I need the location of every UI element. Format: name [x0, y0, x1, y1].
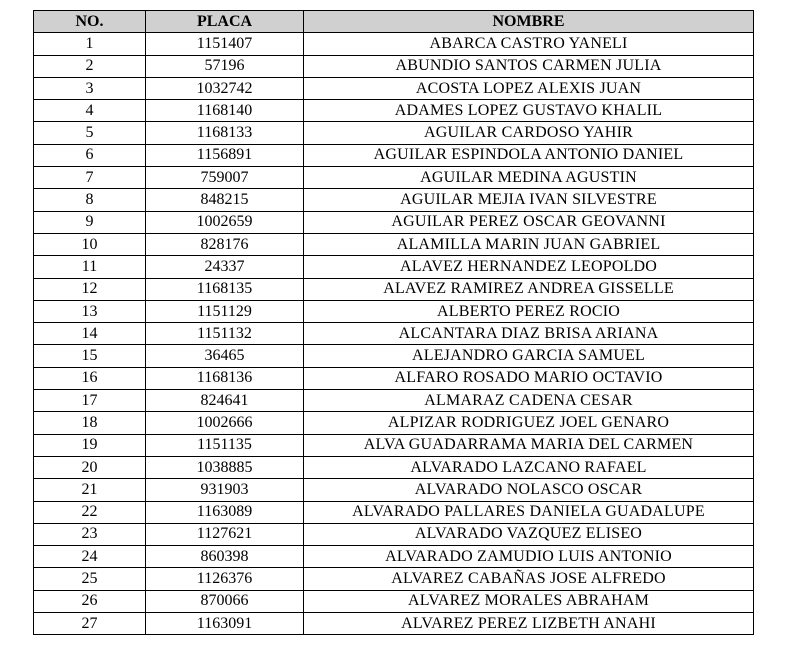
cell-no: 22 [34, 501, 146, 523]
table-row [34, 367, 754, 389]
cell-nombre: ALBERTO PEREZ ROCIO [304, 300, 754, 322]
cell-placa: 1151135 [146, 434, 304, 456]
cell-placa: 1168136 [146, 367, 304, 389]
table-row [34, 546, 754, 568]
cell-placa: 57196 [146, 55, 304, 77]
cell-nombre: AGUILAR ESPINDOLA ANTONIO DANIEL [304, 144, 754, 166]
cell-nombre: ALAVEZ RAMIREZ ANDREA GISSELLE [304, 278, 754, 300]
cell-nombre: ALFARO ROSADO MARIO OCTAVIO [304, 367, 754, 389]
cell-nombre: ALMARAZ CADENA CESAR [304, 390, 754, 412]
table-row [34, 568, 754, 590]
cell-no: 19 [34, 434, 146, 456]
cell-placa: 1126376 [146, 568, 304, 590]
table-row [34, 613, 754, 635]
table-row [34, 189, 754, 211]
cell-placa: 1151132 [146, 323, 304, 345]
cell-placa: 860398 [146, 546, 304, 568]
cell-nombre: ALVARADO LAZCANO RAFAEL [304, 456, 754, 478]
cell-nombre: ALVAREZ MORALES ABRAHAM [304, 590, 754, 612]
cell-placa: 1151407 [146, 33, 304, 55]
table-row [34, 523, 754, 545]
table-row [34, 122, 754, 144]
cell-placa: 24337 [146, 256, 304, 278]
cell-nombre: ALVARADO PALLARES DANIELA GUADALUPE [304, 501, 754, 523]
table-row [34, 300, 754, 322]
cell-no: 27 [34, 613, 146, 635]
cell-no: 26 [34, 590, 146, 612]
table-row [34, 33, 754, 55]
table-row [34, 256, 754, 278]
roster-table [33, 10, 754, 635]
table-row [34, 479, 754, 501]
cell-nombre: ALPIZAR RODRIGUEZ JOEL GENARO [304, 412, 754, 434]
cell-nombre: ACOSTA LOPEZ ALEXIS JUAN [304, 77, 754, 99]
cell-no: 10 [34, 233, 146, 255]
cell-nombre: AGUILAR MEDINA AGUSTIN [304, 167, 754, 189]
table-row [34, 501, 754, 523]
cell-placa: 870066 [146, 590, 304, 612]
cell-no: 8 [34, 189, 146, 211]
cell-nombre: ALVA GUADARRAMA MARIA DEL CARMEN [304, 434, 754, 456]
cell-placa: 931903 [146, 479, 304, 501]
table-header [34, 11, 754, 33]
cell-placa: 1156891 [146, 144, 304, 166]
cell-placa: 848215 [146, 189, 304, 211]
cell-no: 11 [34, 256, 146, 278]
cell-placa: 1038885 [146, 456, 304, 478]
cell-nombre: ALCANTARA DIAZ BRISA ARIANA [304, 323, 754, 345]
table-row [34, 345, 754, 367]
table-row [34, 412, 754, 434]
cell-no: 24 [34, 546, 146, 568]
cell-no: 13 [34, 300, 146, 322]
cell-no: 23 [34, 523, 146, 545]
table-row [34, 100, 754, 122]
cell-no: 20 [34, 456, 146, 478]
cell-no: 14 [34, 323, 146, 345]
cell-placa: 1168140 [146, 100, 304, 122]
cell-no: 18 [34, 412, 146, 434]
cell-placa: 759007 [146, 167, 304, 189]
cell-placa: 828176 [146, 233, 304, 255]
cell-placa: 824641 [146, 390, 304, 412]
table-row [34, 590, 754, 612]
cell-no: 16 [34, 367, 146, 389]
cell-no: 7 [34, 167, 146, 189]
cell-no: 17 [34, 390, 146, 412]
cell-no: 15 [34, 345, 146, 367]
cell-placa: 1002659 [146, 211, 304, 233]
cell-placa: 1168135 [146, 278, 304, 300]
cell-placa: 1163091 [146, 613, 304, 635]
table-row [34, 55, 754, 77]
cell-nombre: ABARCA CASTRO YANELI [304, 33, 754, 55]
cell-placa: 1168133 [146, 122, 304, 144]
cell-nombre: ALEJANDRO GARCIA SAMUEL [304, 345, 754, 367]
cell-nombre: ALAMILLA MARIN JUAN GABRIEL [304, 233, 754, 255]
cell-nombre: AGUILAR PEREZ OSCAR GEOVANNI [304, 211, 754, 233]
cell-nombre: AGUILAR CARDOSO YAHIR [304, 122, 754, 144]
cell-nombre: AGUILAR MEJIA IVAN SILVESTRE [304, 189, 754, 211]
cell-no: 5 [34, 122, 146, 144]
table-body [34, 33, 754, 635]
header-placa: PLACA [146, 11, 304, 33]
cell-placa: 36465 [146, 345, 304, 367]
table-row [34, 144, 754, 166]
cell-placa: 1127621 [146, 523, 304, 545]
table-row [34, 211, 754, 233]
cell-no: 3 [34, 77, 146, 99]
cell-no: 12 [34, 278, 146, 300]
table-row [34, 323, 754, 345]
cell-nombre: ALAVEZ HERNANDEZ LEOPOLDO [304, 256, 754, 278]
cell-nombre: ALVARADO VAZQUEZ ELISEO [304, 523, 754, 545]
table-row [34, 434, 754, 456]
table-row [34, 456, 754, 478]
cell-no: 9 [34, 211, 146, 233]
cell-no: 6 [34, 144, 146, 166]
table-row [34, 167, 754, 189]
cell-nombre: ALVARADO NOLASCO OSCAR [304, 479, 754, 501]
roster-table-container [33, 10, 754, 635]
cell-nombre: ALVARADO ZAMUDIO LUIS ANTONIO [304, 546, 754, 568]
cell-no: 21 [34, 479, 146, 501]
header-no: NO. [34, 11, 146, 33]
cell-placa: 1151129 [146, 300, 304, 322]
cell-placa: 1163089 [146, 501, 304, 523]
cell-placa: 1032742 [146, 77, 304, 99]
cell-no: 4 [34, 100, 146, 122]
table-row [34, 278, 754, 300]
table-row [34, 77, 754, 99]
cell-no: 1 [34, 33, 146, 55]
header-nombre: NOMBRE [304, 11, 754, 33]
cell-nombre: ALVAREZ PEREZ LIZBETH ANAHI [304, 613, 754, 635]
cell-placa: 1002666 [146, 412, 304, 434]
cell-no: 2 [34, 55, 146, 77]
table-row [34, 233, 754, 255]
cell-nombre: ALVAREZ CABAÑAS JOSE ALFREDO [304, 568, 754, 590]
cell-no: 25 [34, 568, 146, 590]
header-row [34, 11, 754, 33]
cell-nombre: ADAMES LOPEZ GUSTAVO KHALIL [304, 100, 754, 122]
cell-nombre: ABUNDIO SANTOS CARMEN JULIA [304, 55, 754, 77]
table-row [34, 390, 754, 412]
